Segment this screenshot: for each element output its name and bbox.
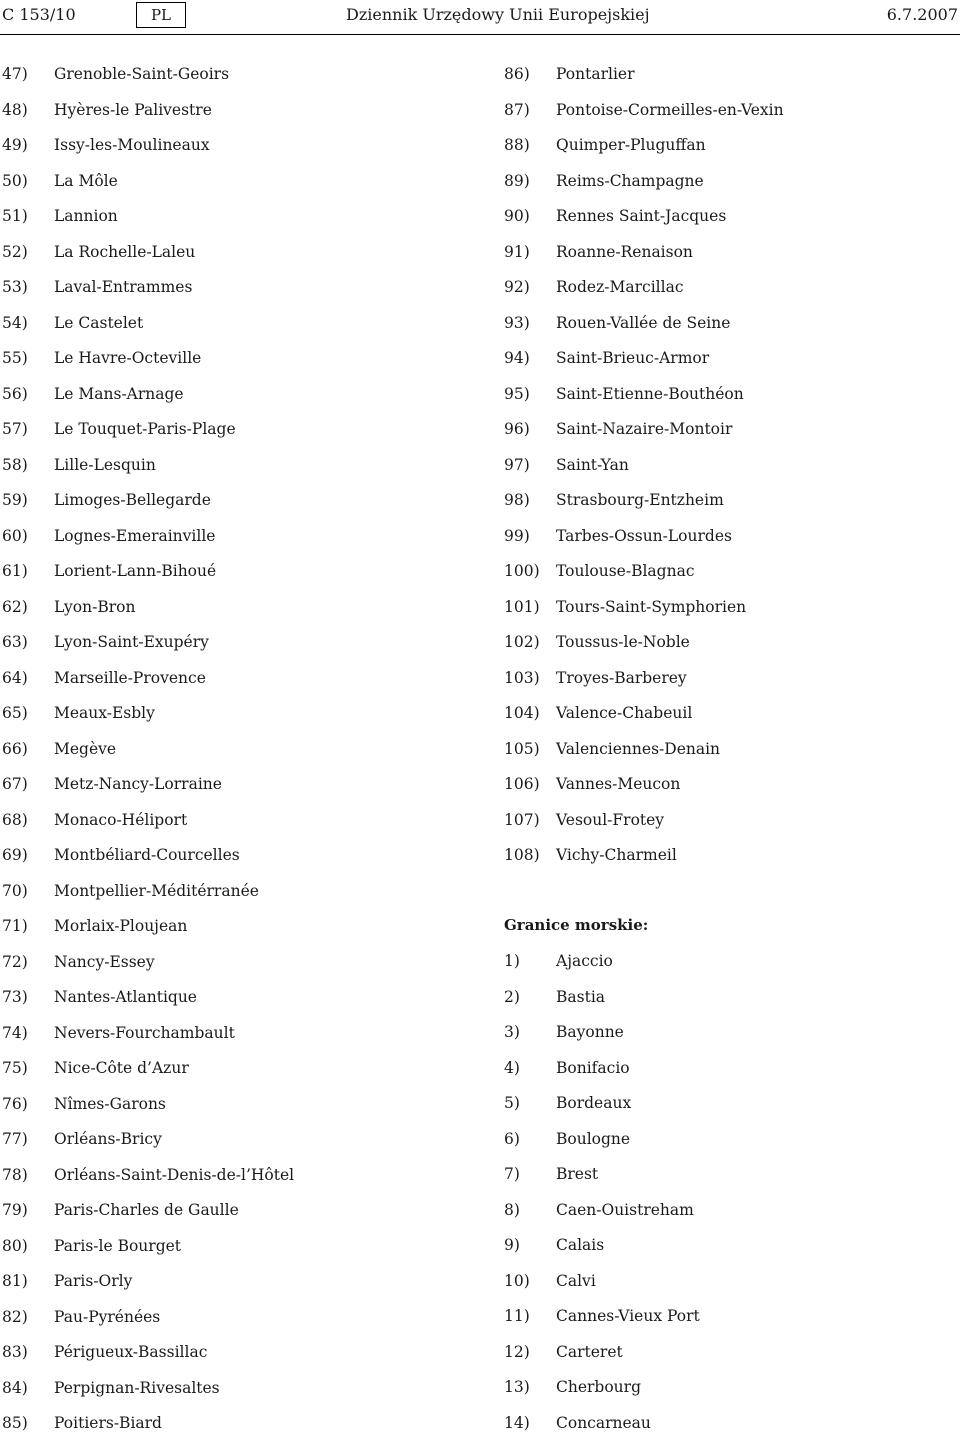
list-item bbox=[2, 590, 452, 626]
item-number: 100) bbox=[504, 562, 540, 580]
list-item bbox=[2, 1087, 452, 1123]
item-number: 65) bbox=[2, 704, 28, 722]
list-item bbox=[2, 945, 452, 981]
list-item bbox=[504, 767, 954, 803]
list-item bbox=[504, 1370, 954, 1406]
list-item bbox=[504, 448, 954, 484]
item-name: Vannes-Meucon bbox=[556, 775, 681, 793]
list-item bbox=[2, 1371, 452, 1407]
list-item bbox=[2, 519, 452, 555]
item-name: Bonifacio bbox=[556, 1058, 630, 1077]
item-name: Monaco-Héliport bbox=[54, 810, 188, 829]
item-name: Périgueux-Bassillac bbox=[54, 1343, 208, 1361]
item-number: 90) bbox=[504, 207, 530, 225]
item-name: Nevers-Fourchambault bbox=[54, 1023, 235, 1042]
list-item bbox=[504, 1193, 954, 1229]
item-name: Calais bbox=[556, 1236, 605, 1254]
list-item bbox=[2, 909, 452, 945]
item-name: Strasbourg-Entzheim bbox=[556, 491, 724, 509]
list-item bbox=[2, 57, 452, 93]
list-item bbox=[504, 838, 954, 874]
list-item bbox=[2, 838, 452, 874]
item-name: Rouen-Vallée de Seine bbox=[556, 313, 731, 332]
item-number: 88) bbox=[504, 136, 530, 154]
list-item bbox=[504, 235, 954, 271]
item-name: Vesoul-Frotey bbox=[556, 810, 665, 829]
item-number: 1) bbox=[504, 952, 520, 970]
item-number: 84) bbox=[2, 1378, 28, 1397]
list-item bbox=[2, 625, 452, 661]
item-number: 107) bbox=[504, 810, 540, 829]
item-name: Pontoise-Cormeilles-en-Vexin bbox=[556, 100, 784, 119]
item-number: 98) bbox=[504, 491, 530, 509]
item-name: Lyon-Saint-Exupéry bbox=[54, 633, 209, 651]
list-item bbox=[504, 1051, 954, 1087]
item-name: Boulogne bbox=[556, 1129, 631, 1148]
item-number: 61) bbox=[2, 562, 28, 580]
item-name: Reims-Champagne bbox=[556, 171, 704, 190]
item-name: Bayonne bbox=[556, 1023, 624, 1041]
item-number: 102) bbox=[504, 633, 540, 651]
issue-number: C 153/10 bbox=[2, 5, 76, 24]
item-name: La Môle bbox=[54, 171, 118, 190]
item-name: Quimper-Pluguffan bbox=[556, 136, 706, 154]
list-item bbox=[504, 661, 954, 697]
list-item bbox=[2, 1193, 452, 1229]
item-number: 68) bbox=[2, 810, 28, 829]
item-name: Nice-Côte d’Azur bbox=[54, 1059, 189, 1077]
item-name: Limoges-Bellegarde bbox=[54, 491, 211, 509]
item-number: 53) bbox=[2, 278, 28, 296]
item-name: Saint-Yan bbox=[556, 455, 629, 474]
list-item bbox=[2, 199, 452, 235]
item-number: 87) bbox=[504, 100, 530, 119]
item-name: Le Castelet bbox=[54, 313, 144, 332]
item-number: 92) bbox=[504, 278, 530, 296]
list-item bbox=[2, 412, 452, 448]
item-number: 93) bbox=[504, 313, 530, 332]
item-name: Ajaccio bbox=[556, 952, 613, 970]
page-header bbox=[0, 0, 960, 35]
item-name: Lognes-Emerainville bbox=[54, 526, 216, 545]
list-item bbox=[504, 590, 954, 626]
list-item bbox=[504, 1157, 954, 1193]
item-name: Paris-Orly bbox=[54, 1272, 133, 1290]
list-item bbox=[504, 93, 954, 129]
list-item bbox=[2, 341, 452, 377]
item-number: 2) bbox=[504, 987, 520, 1006]
item-number: 48) bbox=[2, 100, 28, 119]
item-name: Carteret bbox=[556, 1342, 623, 1361]
item-name: Brest bbox=[556, 1165, 599, 1183]
list-item bbox=[2, 377, 452, 413]
item-number: 60) bbox=[2, 526, 28, 545]
item-name: Montbéliard-Courcelles bbox=[54, 846, 240, 864]
item-number: 12) bbox=[504, 1342, 530, 1361]
item-name: Lorient-Lann-Bihoué bbox=[54, 562, 217, 580]
list-item bbox=[2, 235, 452, 271]
list-item bbox=[2, 306, 452, 342]
item-number: 91) bbox=[504, 242, 530, 261]
item-number: 72) bbox=[2, 952, 28, 971]
item-name: La Rochelle-Laleu bbox=[54, 242, 196, 261]
item-name: Hyères-le Palivestre bbox=[54, 100, 212, 119]
list-item bbox=[2, 1016, 452, 1052]
item-name: Cannes-Vieux Port bbox=[556, 1307, 700, 1325]
item-name: Perpignan-Rivesaltes bbox=[54, 1378, 220, 1397]
item-number: 49) bbox=[2, 136, 28, 154]
item-name: Valenciennes-Denain bbox=[556, 739, 721, 758]
item-number: 3) bbox=[504, 1023, 520, 1041]
item-name: Troyes-Barberey bbox=[556, 668, 687, 687]
item-number: 50) bbox=[2, 171, 28, 190]
item-number: 73) bbox=[2, 988, 28, 1006]
item-number: 64) bbox=[2, 668, 28, 687]
item-number: 66) bbox=[2, 739, 28, 758]
item-number: 108) bbox=[504, 846, 540, 864]
item-number: 79) bbox=[2, 1201, 28, 1219]
item-name: Marseille-Provence bbox=[54, 668, 206, 687]
item-name: Paris-Charles de Gaulle bbox=[54, 1201, 239, 1219]
item-name: Poitiers-Biard bbox=[54, 1414, 162, 1432]
list-item bbox=[504, 199, 954, 235]
item-number: 56) bbox=[2, 384, 28, 403]
item-number: 69) bbox=[2, 846, 28, 864]
item-number: 99) bbox=[504, 526, 530, 545]
item-name: Saint-Nazaire-Montoir bbox=[556, 420, 733, 438]
item-name: Tours-Saint-Symphorien bbox=[556, 597, 747, 616]
item-name: Le Havre-Octeville bbox=[54, 349, 202, 367]
item-name: Bastia bbox=[556, 987, 606, 1006]
item-name: Orléans-Bricy bbox=[54, 1130, 162, 1148]
list-item bbox=[504, 1299, 954, 1335]
list-item bbox=[504, 1015, 954, 1051]
item-name: Metz-Nancy-Lorraine bbox=[54, 775, 222, 793]
list-item bbox=[2, 164, 452, 200]
item-name: Valence-Chabeuil bbox=[556, 704, 693, 722]
list-item bbox=[504, 377, 954, 413]
item-name: Toulouse-Blagnac bbox=[556, 562, 695, 580]
item-name: Rodez-Marcillac bbox=[556, 278, 684, 296]
item-number: 59) bbox=[2, 491, 28, 509]
list-item bbox=[2, 270, 452, 306]
item-number: 82) bbox=[2, 1307, 28, 1326]
publication-date: 6.7.2007 bbox=[886, 5, 958, 24]
item-number: 63) bbox=[2, 633, 28, 651]
list-item bbox=[504, 803, 954, 839]
list-item bbox=[504, 483, 954, 519]
item-name: Grenoble-Saint-Geoirs bbox=[54, 65, 230, 83]
item-name: Paris-le Bourget bbox=[54, 1236, 182, 1255]
item-name: Concarneau bbox=[556, 1413, 651, 1432]
item-name: Tarbes-Ossun-Lourdes bbox=[556, 526, 732, 545]
item-name: Nîmes-Garons bbox=[54, 1094, 166, 1113]
item-name: Lille-Lesquin bbox=[54, 455, 156, 474]
item-number: 101) bbox=[504, 597, 540, 616]
item-number: 80) bbox=[2, 1236, 28, 1255]
item-number: 4) bbox=[504, 1058, 520, 1077]
list-item bbox=[2, 554, 452, 590]
list-item bbox=[2, 1264, 452, 1300]
journal-title: Dziennik Urzędowy Unii Europejskiej bbox=[346, 5, 650, 24]
item-name: Meaux-Esbly bbox=[54, 704, 155, 722]
item-number: 13) bbox=[504, 1378, 530, 1396]
list-item bbox=[504, 944, 954, 980]
list-item bbox=[2, 483, 452, 519]
list-item bbox=[504, 554, 954, 590]
item-name: Laval-Entrammes bbox=[54, 278, 193, 296]
item-name: Morlaix-Ploujean bbox=[54, 917, 188, 935]
right-column-list bbox=[504, 57, 954, 874]
item-number: 96) bbox=[504, 420, 530, 438]
item-number: 74) bbox=[2, 1023, 28, 1042]
item-number: 105) bbox=[504, 739, 540, 758]
item-number: 67) bbox=[2, 775, 28, 793]
list-item bbox=[2, 980, 452, 1016]
list-item bbox=[2, 1051, 452, 1087]
item-name: Vichy-Charmeil bbox=[556, 846, 677, 864]
item-number: 77) bbox=[2, 1130, 28, 1148]
item-name: Toussus-le-Noble bbox=[556, 633, 690, 651]
item-name: Issy-les-Moulineaux bbox=[54, 136, 210, 154]
item-name: Saint-Brieuc-Armor bbox=[556, 349, 710, 367]
item-name: Pau-Pyrénées bbox=[54, 1307, 161, 1326]
list-item bbox=[2, 1158, 452, 1194]
item-number: 8) bbox=[504, 1200, 520, 1219]
item-name: Pontarlier bbox=[556, 65, 635, 83]
item-name: Le Touquet-Paris-Plage bbox=[54, 420, 236, 438]
item-number: 10) bbox=[504, 1271, 530, 1290]
list-item bbox=[2, 874, 452, 910]
item-name: Montpellier-Méditérranée bbox=[54, 881, 259, 900]
item-name: Roanne-Renaison bbox=[556, 242, 693, 261]
list-item bbox=[504, 1335, 954, 1371]
item-name: Bordeaux bbox=[556, 1094, 632, 1112]
item-number: 52) bbox=[2, 242, 28, 261]
list-item bbox=[504, 519, 954, 555]
list-item bbox=[504, 270, 954, 306]
list-item bbox=[504, 1264, 954, 1300]
item-name: Rennes Saint-Jacques bbox=[556, 207, 727, 225]
item-name: Saint-Etienne-Bouthéon bbox=[556, 384, 744, 403]
item-name: Cherbourg bbox=[556, 1378, 641, 1396]
item-name: Nantes-Atlantique bbox=[54, 988, 197, 1006]
item-name: Caen-Ouistreham bbox=[556, 1200, 694, 1219]
item-number: 47) bbox=[2, 65, 28, 83]
list-item bbox=[504, 980, 954, 1016]
list-item bbox=[2, 732, 452, 768]
item-number: 62) bbox=[2, 597, 28, 616]
item-number: 76) bbox=[2, 1094, 28, 1113]
item-number: 71) bbox=[2, 917, 28, 935]
list-item bbox=[504, 1122, 954, 1158]
item-number: 5) bbox=[504, 1094, 520, 1112]
list-item bbox=[2, 661, 452, 697]
list-item bbox=[2, 128, 452, 164]
list-item bbox=[504, 1086, 954, 1122]
list-item bbox=[504, 128, 954, 164]
item-number: 51) bbox=[2, 207, 28, 225]
list-item bbox=[2, 696, 452, 732]
item-number: 85) bbox=[2, 1414, 28, 1432]
item-name: Lannion bbox=[54, 207, 118, 225]
item-name: Calvi bbox=[556, 1271, 596, 1290]
list-item bbox=[504, 1406, 954, 1442]
item-number: 103) bbox=[504, 668, 540, 687]
item-number: 14) bbox=[504, 1413, 530, 1432]
list-item bbox=[2, 1300, 452, 1336]
list-item bbox=[504, 625, 954, 661]
list-item bbox=[2, 1229, 452, 1265]
item-name: Nancy-Essey bbox=[54, 952, 155, 971]
item-number: 83) bbox=[2, 1343, 28, 1361]
list-item bbox=[2, 803, 452, 839]
item-number: 54) bbox=[2, 313, 28, 332]
item-name: Megève bbox=[54, 739, 117, 758]
list-item bbox=[504, 1228, 954, 1264]
list-item bbox=[2, 1335, 452, 1371]
list-item bbox=[2, 448, 452, 484]
item-number: 81) bbox=[2, 1272, 28, 1290]
list-item bbox=[504, 57, 954, 93]
list-item bbox=[2, 93, 452, 129]
list-item bbox=[2, 1406, 452, 1442]
item-number: 6) bbox=[504, 1129, 520, 1148]
list-item bbox=[504, 306, 954, 342]
item-number: 58) bbox=[2, 455, 28, 474]
list-item bbox=[504, 696, 954, 732]
item-number: 97) bbox=[504, 455, 530, 474]
item-number: 78) bbox=[2, 1165, 28, 1184]
item-number: 86) bbox=[504, 65, 530, 83]
item-number: 75) bbox=[2, 1059, 28, 1077]
item-number: 89) bbox=[504, 171, 530, 190]
list-item bbox=[504, 732, 954, 768]
sea-borders-heading: Granice morskie: bbox=[504, 916, 649, 934]
item-name: Le Mans-Arnage bbox=[54, 384, 184, 403]
list-item bbox=[504, 341, 954, 377]
item-number: 106) bbox=[504, 775, 540, 793]
item-number: 55) bbox=[2, 349, 28, 367]
sea-borders-list bbox=[504, 944, 954, 1441]
item-name: Lyon-Bron bbox=[54, 597, 136, 616]
item-number: 95) bbox=[504, 384, 530, 403]
item-number: 7) bbox=[504, 1165, 520, 1183]
item-number: 94) bbox=[504, 349, 530, 367]
item-number: 57) bbox=[2, 420, 28, 438]
item-number: 11) bbox=[504, 1307, 530, 1325]
list-item bbox=[504, 164, 954, 200]
item-number: 9) bbox=[504, 1236, 520, 1254]
left-column-list bbox=[2, 57, 452, 1442]
list-item bbox=[2, 1122, 452, 1158]
list-item bbox=[2, 767, 452, 803]
item-name: Orléans-Saint-Denis-de-l’Hôtel bbox=[54, 1165, 295, 1184]
language-badge: PL bbox=[136, 2, 186, 28]
item-number: 70) bbox=[2, 881, 28, 900]
item-number: 104) bbox=[504, 704, 540, 722]
list-item bbox=[504, 412, 954, 448]
